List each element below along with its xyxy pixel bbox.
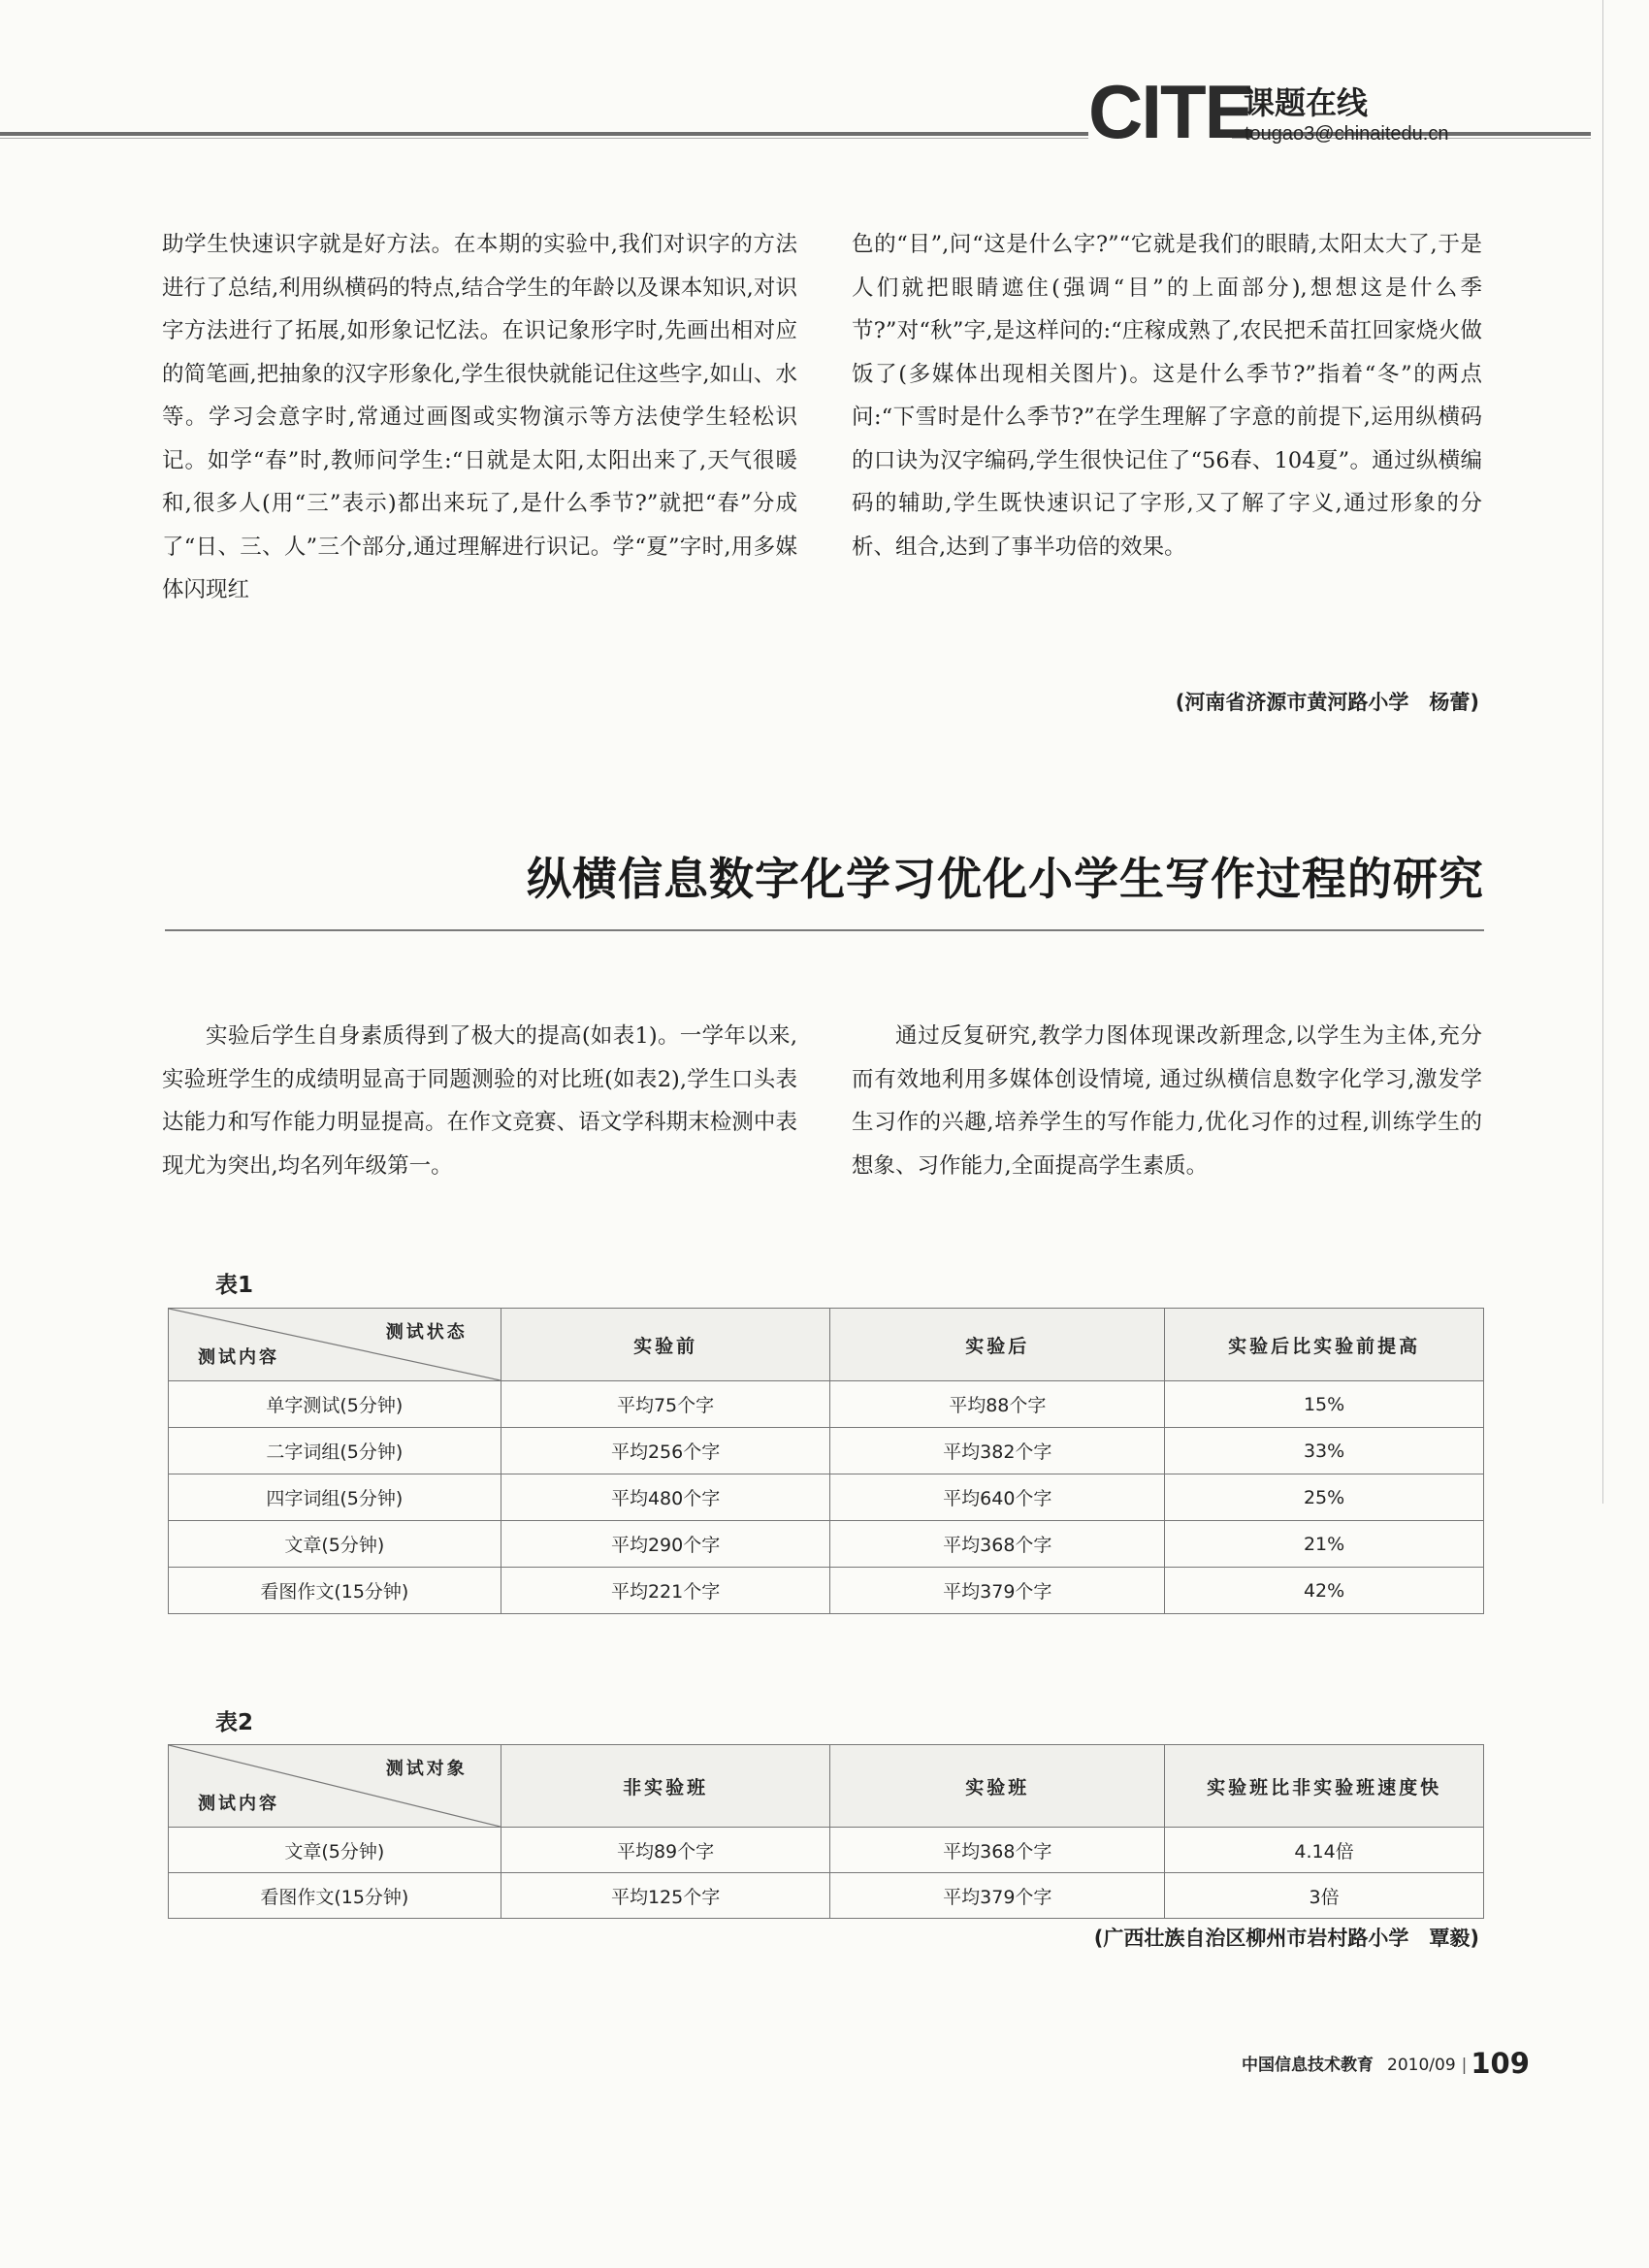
footer-separator: | [1461,2056,1468,2075]
article2-title: 纵横信息数字化学习优化小学生写作过程的研究 [527,853,1484,905]
table1-header: 实验前 [501,1309,830,1381]
article1-author: (河南省济源市黄河路小学 杨蕾) [1175,691,1479,714]
table-cell: 平均88个字 [830,1381,1165,1428]
table-cell: 四字词组(5分钟) [169,1474,501,1521]
table-cell: 平均382个字 [830,1428,1165,1474]
table-row [169,1568,1484,1614]
table-cell: 平均379个字 [830,1873,1165,1919]
bleed-through-text [854,582,1474,625]
table-cell: 平均221个字 [501,1568,830,1614]
article2-right-paragraph: 通过反复研究,教学力图体现课改新理念,以学生为主体,充分而有效地利用多媒体创设情境, 通过纵横信息数字化学习,激发学生习作的兴趣,培养学生的写作能力,优化习作的过程,训练学生的想象、习作能力,全面提高学生素质。 [852,1023,1482,1179]
table-cell: 21% [1165,1521,1484,1568]
table-cell: 平均379个字 [830,1568,1165,1614]
table-cell: 单字测试(5分钟) [169,1381,501,1428]
table-cell: 3倍 [1165,1873,1484,1919]
table-cell: 二字词组(5分钟) [169,1428,501,1474]
table2-header: 实验班比非实验班速度快 [1165,1745,1484,1828]
table2-label: 表2 [215,1710,254,1735]
table1-header: 实验后 [830,1309,1165,1381]
table1-corner-bottom: 测试内容 [198,1347,279,1368]
table1-corner-cell [169,1309,501,1381]
table1-header: 实验后比实验前提高 [1165,1309,1484,1381]
table-cell: 平均290个字 [501,1521,830,1568]
table-cell: 平均368个字 [830,1828,1165,1873]
table-cell: 平均480个字 [501,1474,830,1521]
table1 [168,1308,1484,1614]
submission-email: tougao3@chinaitedu.cn [1245,123,1449,145]
table2-header: 非实验班 [501,1745,830,1828]
article2-author: (广西壮族自治区柳州市岩村路小学 覃毅) [1093,1927,1479,1950]
table2-corner-cell [169,1745,501,1828]
table-row [169,1828,1484,1873]
page-edge [1602,0,1603,1504]
table-cell: 看图作文(15分钟) [169,1568,501,1614]
table2-header: 实验班 [830,1745,1165,1828]
page-footer [1242,2047,1530,2080]
table-row [169,1873,1484,1919]
table-row [169,1381,1484,1428]
issue-year: 2010 [1387,2056,1430,2075]
article2-left-paragraph: 实验后学生自身素质得到了极大的提高(如表1)。一学年以来,实验班学生的成绩明显高于同题测验的对比班(如表2),学生口头表达能力和写作能力明显提高。在作文竞赛、语文学科期末检测中表现尤为突出,均名列年级第一。 [162,1023,797,1179]
table-cell: 33% [1165,1428,1484,1474]
issue-slash: / [1429,2056,1435,2075]
table-cell: 42% [1165,1568,1484,1614]
table-cell: 看图作文(15分钟) [169,1873,501,1919]
table-cell: 平均89个字 [501,1828,830,1873]
table-cell: 平均256个字 [501,1428,830,1474]
article1-right-paragraph: 色的“目”,问“这是什么字?”“它就是我们的眼睛,太阳太大了,于是人们就把眼睛遮住(强调“目”的上面部分),想想这是什么季节?”对“秋”字,是这样问的:“庄稼成熟了,农民把禾苗扛回家烧火做饭了(多媒体出现相关图片)。这是什么季节?”指着“冬”的两点问:“下雪时是什么季节?”在学生理解了字意的前提下,运用纵横码的口诀为汉字编码,学生很快记住了“56春、104夏”。通过纵横编码的辅助,学生既快速识记了字形,又了解了字义,通过形象的分析、组合,达到了事半功倍的效果。 [852,232,1482,560]
table1-corner-top: 测试状态 [385,1322,468,1343]
table1-label: 表1 [215,1273,254,1298]
cite-logo: CITE [1088,69,1253,154]
table-cell: 4.14倍 [1165,1828,1484,1873]
table-cell: 15% [1165,1381,1484,1428]
table-cell: 平均75个字 [501,1381,830,1428]
table-cell: 平均125个字 [501,1873,830,1919]
table-cell: 平均368个字 [830,1521,1165,1568]
page-number: 109 [1471,2047,1530,2080]
table1-header-row [169,1309,1484,1381]
title-rule [165,929,1484,931]
journal-name: 中国信息技术教育 [1242,2056,1374,2075]
table2-corner-bottom: 测试内容 [198,1794,279,1814]
table-cell: 25% [1165,1474,1484,1521]
table-row [169,1428,1484,1474]
article1-left-paragraph: 助学生快速识字就是好方法。在本期的实验中,我们对识字的方法进行了总结,利用纵横码的特点,结合学生的年龄以及课本知识,对识字方法进行了拓展,如形象记忆法。在识记象形字时,先画出相对应的简笔画,把抽象的汉字形象化,学生很快就能记住这些字,如山、水等。学习会意字时,常通过画图或实物演示等方法使学生轻松识记。如学“春”时,教师问学生:“日就是太阳,太阳出来了,天气很暖和,很多人(用“三”表示)都出来玩了,是什么季节?”就把“春”分成了“日、三、人”三个部分,通过理解进行识记。学“夏”字时,用多媒体闪现红 [162,232,797,602]
table-cell: 文章(5分钟) [169,1828,501,1873]
table-row [169,1474,1484,1521]
column-title: 课题在线 [1244,84,1369,121]
table-cell: 文章(5分钟) [169,1521,501,1568]
table-cell: 平均640个字 [830,1474,1165,1521]
table2 [168,1744,1484,1919]
issue-month: 09 [1435,2056,1456,2075]
table2-header-row [169,1745,1484,1828]
table2-corner-top: 测试对象 [385,1759,468,1779]
table-row [169,1521,1484,1568]
